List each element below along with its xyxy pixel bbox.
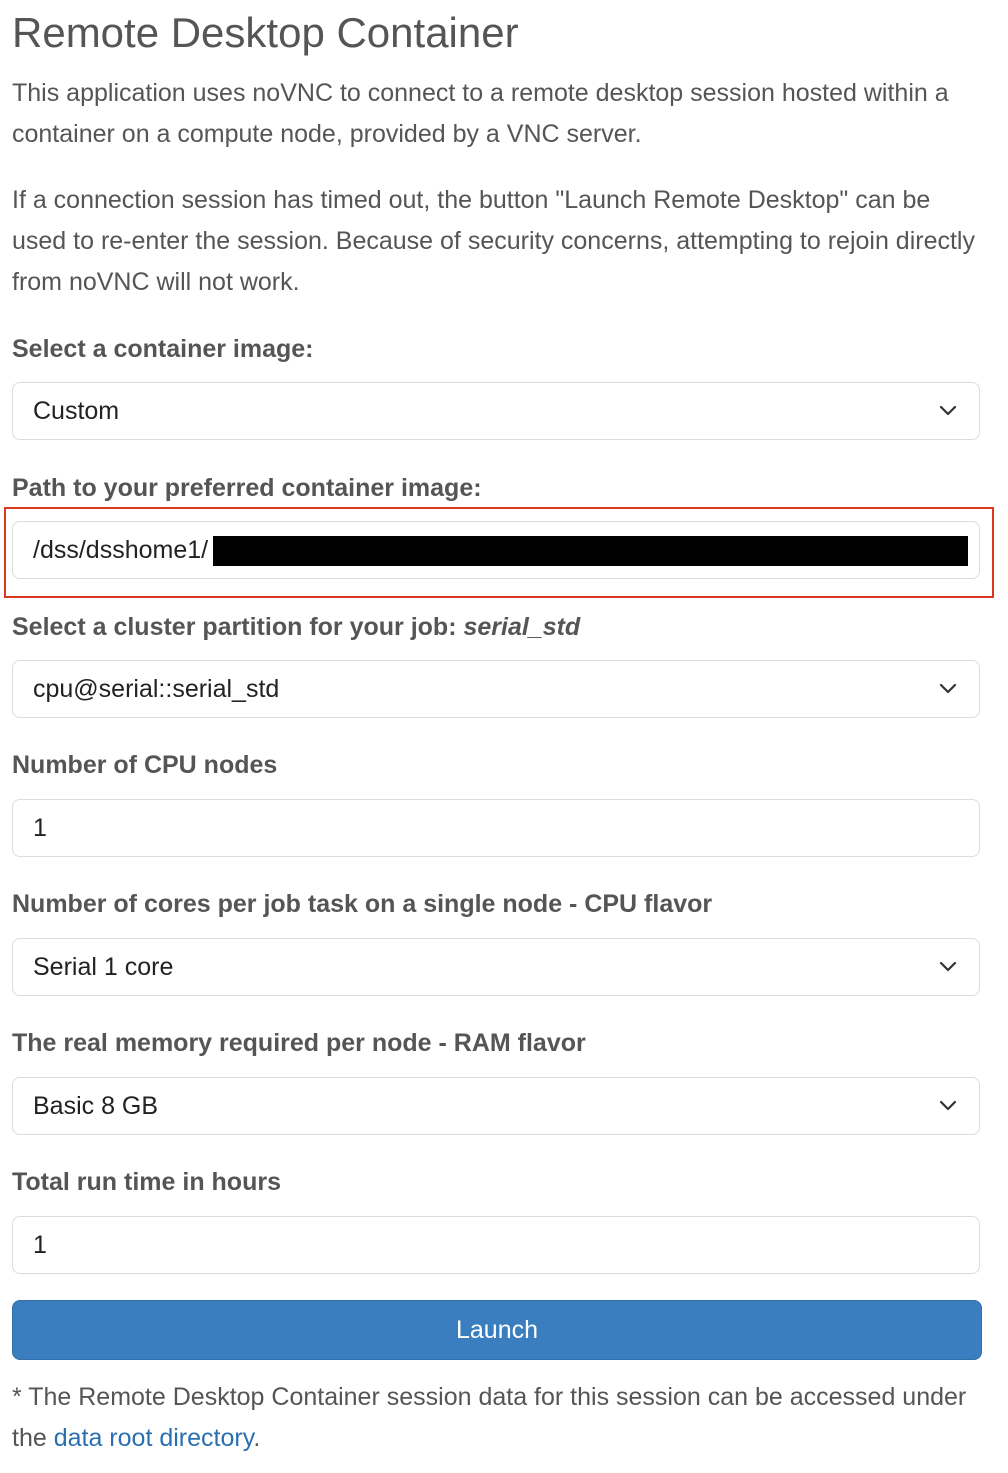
footer-text-end: . bbox=[253, 1424, 261, 1452]
container-image-select[interactable] bbox=[12, 382, 980, 440]
chevron-down-icon bbox=[939, 1098, 957, 1112]
timeout-paragraph: If a connection session has timed out, the button "Launch Remote Desktop" can be used to re-enter the session. Because of security concerns, attempting to rejoin directly from noVNC will not work. bbox=[12, 186, 975, 296]
cores-value: Serial 1 core bbox=[33, 953, 174, 981]
image-path-label: Path to your preferred container image: bbox=[12, 474, 482, 502]
image-path-value: /dss/dsshome1/ bbox=[33, 536, 209, 564]
cpu-nodes-value: 1 bbox=[33, 814, 47, 842]
container-image-value: Custom bbox=[33, 397, 120, 425]
memory-label: The real memory required per node - RAM flavor bbox=[12, 1029, 586, 1057]
cpu-nodes-input[interactable] bbox=[12, 799, 980, 857]
chevron-down-icon bbox=[939, 681, 957, 695]
data-root-directory-link[interactable]: data root directory bbox=[53, 1424, 254, 1452]
partition-label bbox=[12, 611, 580, 643]
page-title: Remote Desktop Container bbox=[12, 9, 519, 56]
partition-label-emphasis: serial_std bbox=[463, 613, 581, 641]
footer-text: * The Remote Desktop Container session data for this session can be accessed under the bbox=[12, 1383, 967, 1452]
launch-button[interactable]: Launch bbox=[12, 1300, 982, 1360]
partition-value: cpu@serial::serial_std bbox=[33, 675, 280, 703]
cores-select[interactable] bbox=[12, 938, 980, 996]
memory-value: Basic 8 GB bbox=[33, 1092, 159, 1120]
chevron-down-icon bbox=[939, 403, 957, 417]
memory-select[interactable] bbox=[12, 1077, 980, 1135]
container-image-label: Select a container image: bbox=[12, 335, 314, 363]
footer-note bbox=[12, 1377, 987, 1459]
run-time-input[interactable] bbox=[12, 1216, 980, 1274]
redaction-bar bbox=[213, 536, 968, 566]
run-time-label: Total run time in hours bbox=[12, 1168, 281, 1196]
cpu-nodes-label: Number of CPU nodes bbox=[12, 751, 278, 779]
run-time-value: 1 bbox=[33, 1231, 47, 1259]
cores-label: Number of cores per job task on a single node - CPU flavor bbox=[12, 890, 713, 918]
chevron-down-icon bbox=[939, 959, 957, 973]
intro-paragraph: This application uses noVNC to connect to a remote desktop session hosted within a container on a compute node, provided by a VNC server. bbox=[12, 79, 949, 148]
partition-select[interactable] bbox=[12, 660, 980, 718]
partition-label-text: Select a cluster partition for your job: bbox=[12, 613, 464, 641]
